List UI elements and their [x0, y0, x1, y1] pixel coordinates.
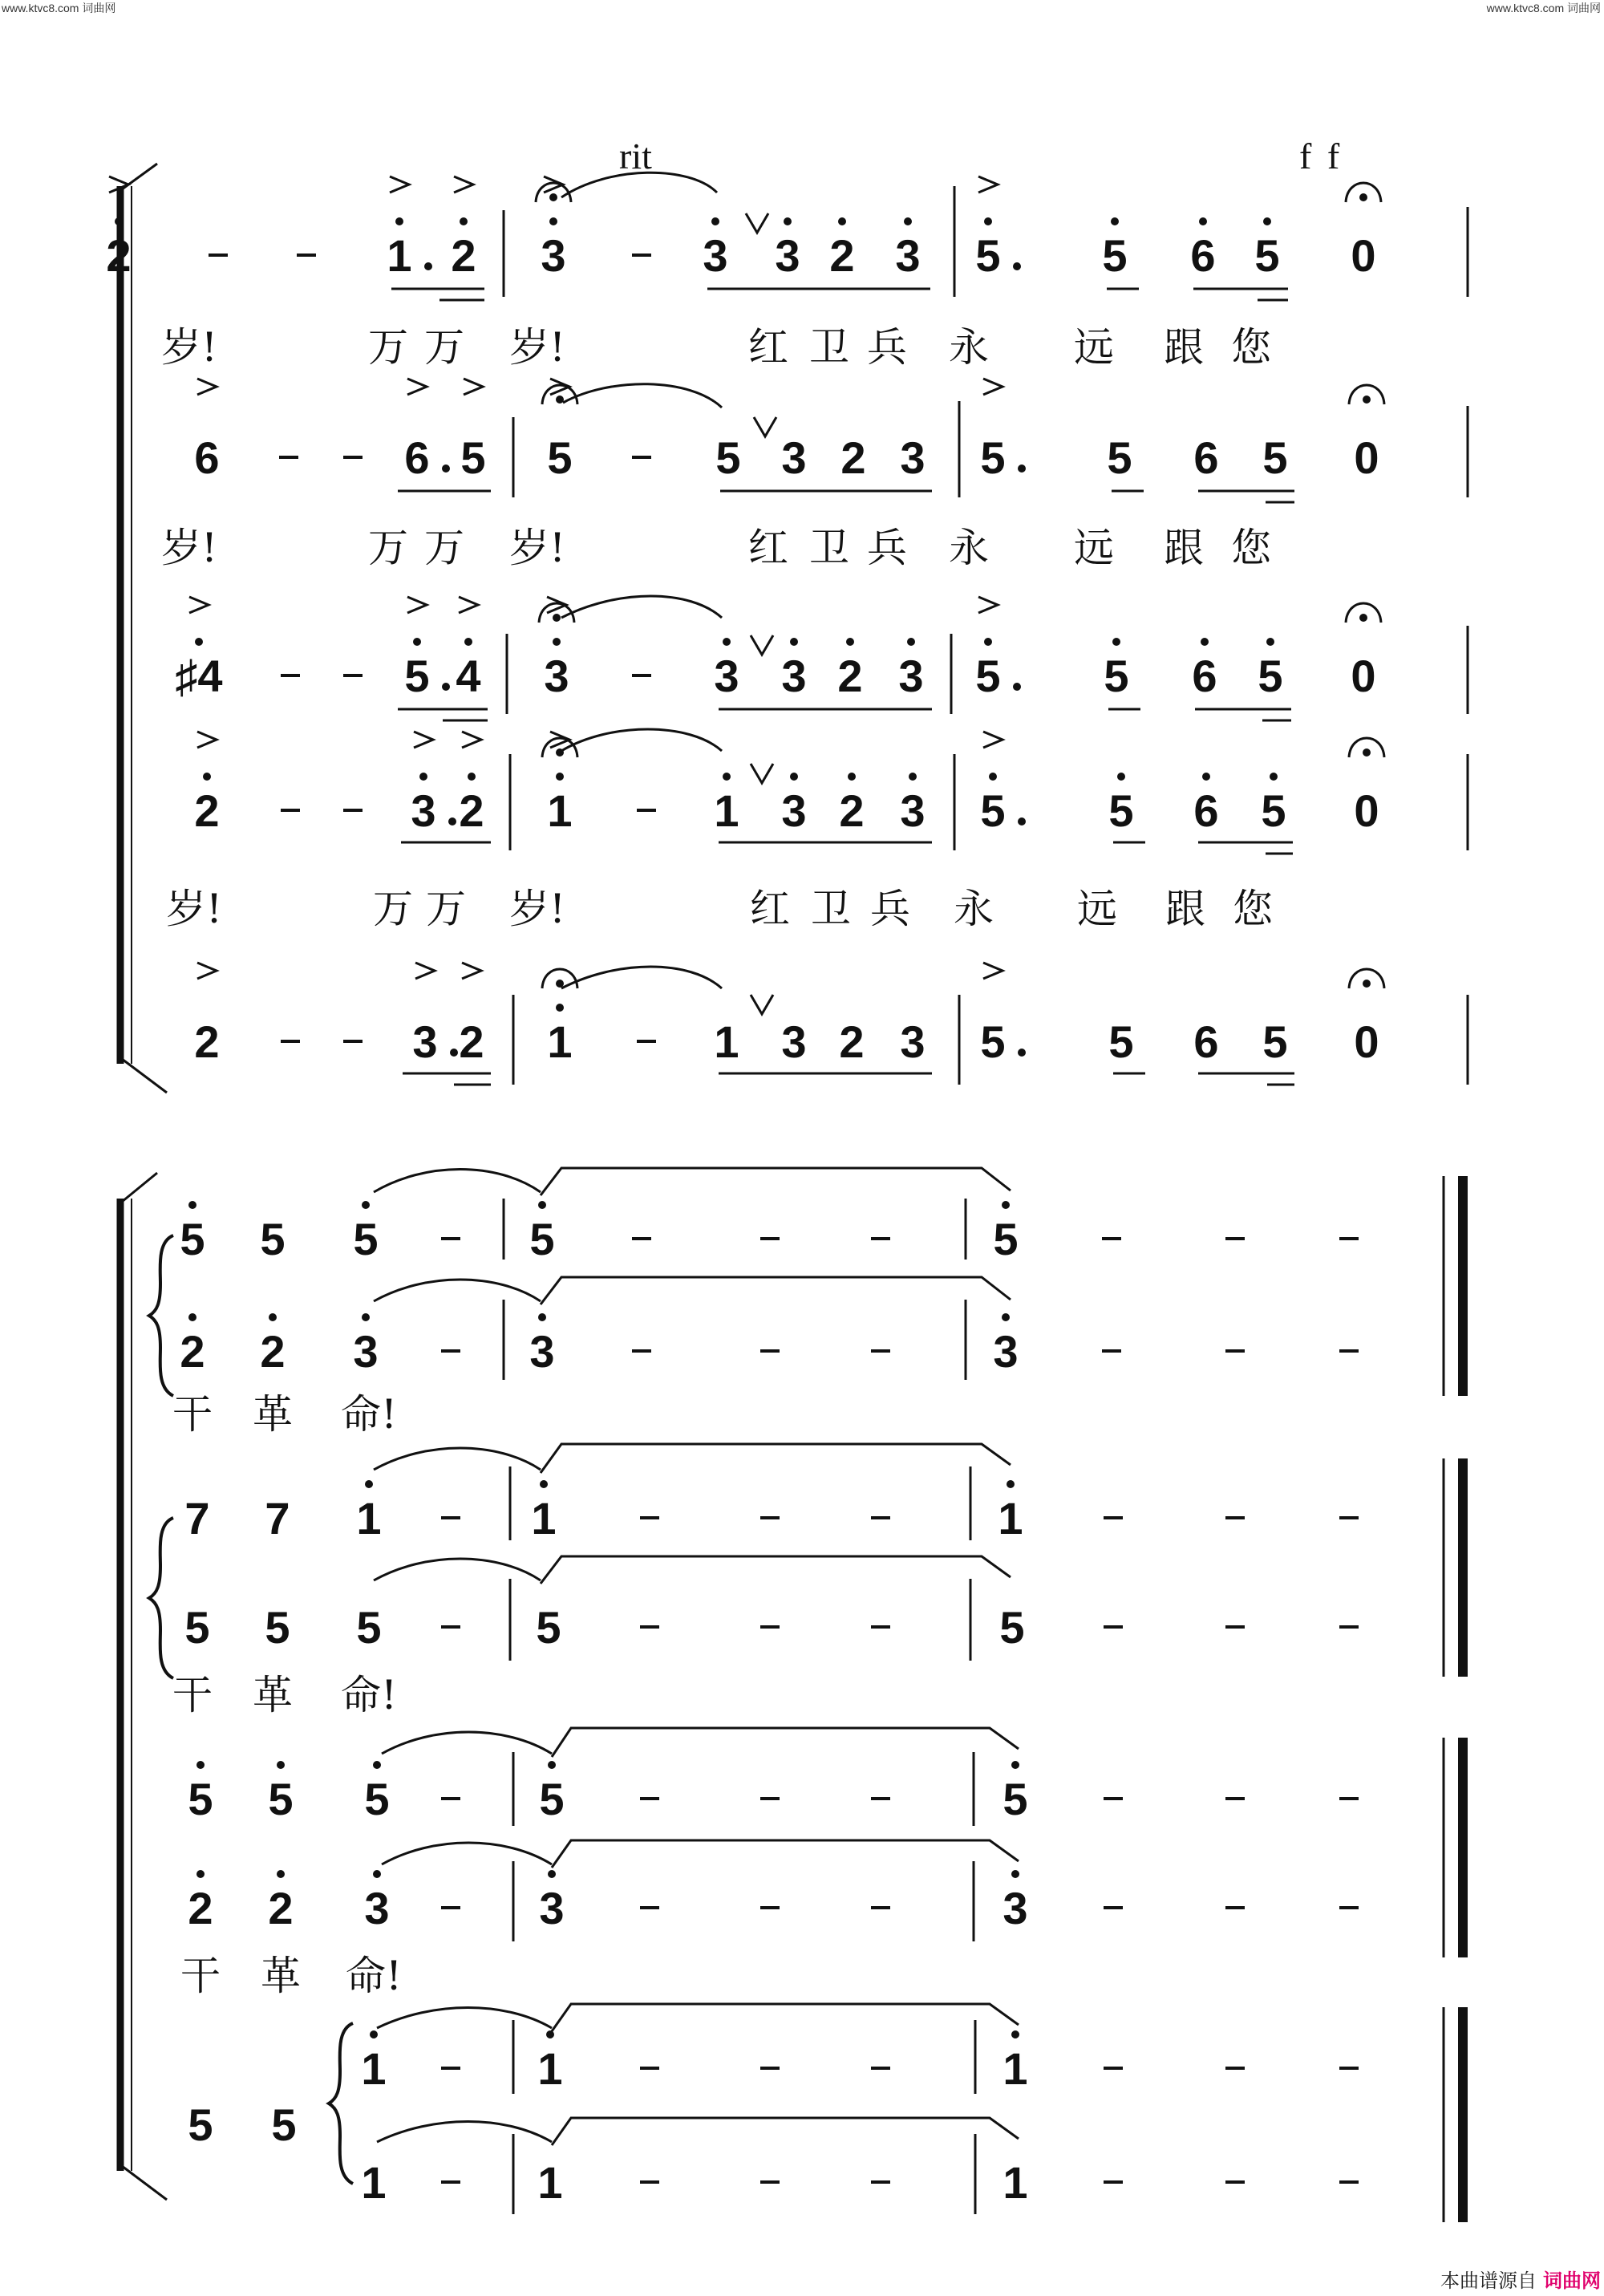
final-barlines — [1444, 1176, 1463, 2222]
system1-staff1-note-13-octave-dot — [1111, 217, 1119, 225]
system1-staff4-note-12: 5 — [980, 785, 1006, 836]
system1-line3-lyric-8: 永 — [954, 886, 994, 932]
system2-staff1-note-2: 5 — [260, 1214, 286, 1264]
system1-staff2-note-11: 3 — [900, 432, 926, 483]
system1-staff4-note-6: 1 — [547, 785, 573, 836]
system1-staff2-note-1: 6 — [194, 432, 220, 483]
system1-staff3-note-10: 2 — [837, 651, 863, 701]
system2-bracket-hook-bottom — [122, 2166, 167, 2200]
system2-staff4-note-9: 5 — [999, 1602, 1025, 1653]
system2-staff5-note-3-octave-dot — [373, 1761, 381, 1769]
system2-staff1-note-1: 5 — [180, 1214, 205, 1264]
system1-staff1-note-15-octave-dot — [1263, 217, 1271, 225]
system1-staff3-note-4: 5 — [404, 651, 430, 701]
system1-staff3-note-11: 3 — [898, 651, 924, 701]
system2-staff2-note-9: 3 — [993, 1326, 1019, 1377]
system1-barlines — [504, 186, 1468, 1085]
system2-line2-lyric-1: 干 — [172, 1672, 213, 1718]
system2-staff7-note-3-octave-dot — [546, 2030, 554, 2038]
system1-staff3-note-12-duration-dot — [1013, 683, 1021, 691]
system1-staff5-note-6-octave-dot — [556, 1004, 564, 1012]
system1-staff1-note-12-octave-dot — [984, 217, 992, 225]
system2-staff3-note-5-octave-dot — [540, 1480, 548, 1488]
system1-staff4-note-4-accent — [414, 732, 433, 748]
system1-staff3-note-5: 4 — [456, 651, 481, 701]
system2-barlines — [504, 1199, 975, 2214]
system1-staff5-note-8: 1 — [714, 1016, 739, 1067]
system1-staff5-note-15: 5 — [1262, 1016, 1288, 1067]
system1-staff2-note-10: 2 — [840, 432, 866, 483]
system1-staff3-note-6-octave-dot — [553, 638, 561, 646]
system1-staff4-note-10: 2 — [839, 785, 865, 836]
system1-staff3-note-16: 0 — [1351, 651, 1376, 701]
system2-line2-lyric-3: 命! — [340, 1672, 398, 1718]
system1-staff3-note-14: 6 — [1192, 651, 1217, 701]
system1-staff3-note-6-fermata-dot — [553, 614, 561, 622]
system2-staff6-note-2: 2 — [268, 1883, 294, 1933]
system2-staff6-note-5: 3 — [539, 1883, 565, 1933]
system2-staff8-note-2: 5 — [271, 2099, 297, 2150]
system1-line3-lyric-2: 万 — [373, 886, 413, 932]
system1-staff5-note-5: 2 — [459, 1016, 484, 1067]
system1-staff3-note-1-octave-dot — [195, 638, 203, 646]
system2-staff4-note-1: 5 — [184, 1602, 210, 1653]
system1-staff3-note-11-octave-dot — [907, 638, 915, 646]
brace-1 — [149, 1235, 173, 1396]
system2-staff1-note-9: 5 — [993, 1214, 1019, 1264]
system1-staff5-note-6: 1 — [547, 1016, 573, 1067]
system1-staff4-note-5: 2 — [459, 785, 484, 836]
system1-staff4-note-12-accent — [983, 732, 1003, 748]
system2-staff2-note-1: 2 — [180, 1326, 205, 1377]
system1-staff1-note-8-octave-dot — [711, 217, 719, 225]
system1-staff3-note-1: ♯4 — [175, 651, 223, 701]
system1-staff5-note-10: 2 — [839, 1016, 865, 1067]
system1-staff3-note-15: 5 — [1258, 651, 1283, 701]
system2-staff4-note-2: 5 — [265, 1602, 290, 1653]
system1-staff2-note-13: 5 — [1107, 432, 1132, 483]
system1-staff1-note-4: 1 — [387, 230, 412, 281]
system1-line1-lyric-2: 万 — [368, 324, 408, 371]
system1-staff4-note-14: 6 — [1193, 785, 1219, 836]
system1-staff2-note-4-duration-dot — [442, 464, 450, 473]
system1-staff4-note-6-octave-dot — [556, 773, 564, 781]
system2-staff2-note-9-octave-dot — [1002, 1313, 1010, 1321]
system2-staff5-note-9: 5 — [1003, 1774, 1028, 1824]
system2-staff8-note-1: 5 — [188, 2099, 213, 2150]
system1-line3-lyric-7: 兵 — [870, 886, 910, 932]
system1-staff2-note-14: 6 — [1193, 432, 1219, 483]
system1-staff1-note-5: 2 — [451, 230, 476, 281]
system1-staff2-note-12-duration-dot — [1018, 464, 1026, 473]
rit-marking: rit — [619, 136, 652, 176]
system1-line1-lyric-7: 兵 — [867, 324, 907, 371]
system2-staff5-note-3: 5 — [364, 1774, 390, 1824]
system1-staff3-note-12: 5 — [975, 651, 1001, 701]
system1-staff4-note-15-octave-dot — [1270, 773, 1278, 781]
lyrics-layer — [161, 324, 1274, 1999]
system1-staff4-note-8: 1 — [714, 785, 739, 836]
system2-staff2-note-3-octave-dot — [362, 1313, 370, 1321]
brace-3 — [329, 2023, 353, 2184]
system1-staff5-note-9: 3 — [781, 1016, 807, 1067]
system1-staff1-note-5-accent — [454, 176, 473, 193]
system1-staff3-note-10-octave-dot — [846, 638, 854, 646]
system1-staff5-note-1: 2 — [194, 1016, 220, 1067]
system1-staff4-note-11-octave-dot — [909, 773, 917, 781]
system1-staff4-note-5-octave-dot — [468, 773, 476, 781]
system1-staff4-note-11: 3 — [900, 785, 926, 836]
system2-line2-lyric-2: 革 — [253, 1672, 293, 1718]
system2-line1-lyric-2: 革 — [253, 1391, 293, 1438]
system2-staff7-note-7: 1 — [1003, 2043, 1028, 2094]
system1-staff1-note-16: 0 — [1351, 230, 1376, 281]
header-watermark-right: www.ktvc8.com 词曲网 — [1486, 2, 1601, 14]
system2-staff6-note-3-octave-dot — [373, 1870, 381, 1878]
system1-staff2-note-6: 5 — [547, 432, 573, 483]
system1-staff4-note-4-octave-dot — [419, 773, 427, 781]
system1-line1-lyric-3: 万 — [424, 324, 464, 371]
system1-staff4-note-4-duration-dot — [448, 817, 456, 826]
system1-line3-lyric-4: 岁! — [508, 886, 566, 932]
system2-staff7-note-3: 1 — [537, 2043, 563, 2094]
footer-source-label: 本曲谱源自 — [1440, 2270, 1537, 2292]
system1-staff1-note-6: 3 — [541, 230, 566, 281]
system1-staff1-note-12-accent — [978, 176, 998, 193]
system1-staff4-note-13: 5 — [1108, 785, 1134, 836]
system1-staff2-note-9: 3 — [781, 432, 807, 483]
system1-staff1-note-4-octave-dot — [395, 217, 403, 225]
system2-staff1-note-9-octave-dot — [1002, 1201, 1010, 1209]
system1-staff5-note-12-duration-dot — [1018, 1049, 1026, 1057]
system1-staff5-note-14: 6 — [1193, 1016, 1219, 1067]
system1-staff3-note-5-accent — [459, 597, 478, 613]
system2-staff3-note-2: 7 — [265, 1493, 290, 1544]
system1-staff5-note-1-accent — [197, 963, 217, 979]
system1-staff1-note-1: 2 — [106, 230, 132, 281]
system1-staff4-note-12-octave-dot — [989, 773, 997, 781]
system2-staff2-note-2-octave-dot — [269, 1313, 277, 1321]
system2-staff9-note-1: 1 — [361, 2157, 387, 2208]
system2-staff2-note-5-octave-dot — [538, 1313, 546, 1321]
system1-line2-lyric-7: 兵 — [867, 525, 907, 571]
system1-staff1-note-12-duration-dot — [1013, 262, 1021, 270]
system1-staff4-note-12-duration-dot — [1018, 817, 1026, 826]
system2-staff7-note-1: 1 — [361, 2043, 387, 2094]
system2-staff5-note-2-octave-dot — [277, 1761, 285, 1769]
system1-staff2-note-5-accent — [464, 379, 483, 395]
system2-staff6-note-2-octave-dot — [277, 1870, 285, 1878]
system1-staff2-note-4: 6 — [404, 432, 430, 483]
system1-staff1-note-14: 6 — [1190, 230, 1216, 281]
system1-staff1-note-15: 5 — [1254, 230, 1280, 281]
system1-staff1-note-9-octave-dot — [784, 217, 792, 225]
system1-staff3-note-9: 3 — [781, 651, 807, 701]
system1-line2-lyric-10: 跟 — [1164, 525, 1204, 571]
system1-staff5-note-12-accent — [983, 963, 1003, 979]
system1-staff1-note-12: 5 — [975, 230, 1001, 281]
system2-bracket-hook-top — [122, 1173, 157, 1202]
system1-staff4-note-1: 2 — [194, 785, 220, 836]
system1-staff1-note-11: 3 — [895, 230, 921, 281]
system2-staff9-note-3: 1 — [537, 2157, 563, 2208]
system2-staff2-note-2: 2 — [260, 1326, 286, 1377]
footer-source — [1440, 2265, 1601, 2293]
system1-staff2-note-4-accent — [407, 379, 427, 395]
system1-staff1-note-13: 5 — [1102, 230, 1128, 281]
system1-line2-lyric-4: 岁! — [508, 525, 566, 571]
system1-line2-lyric-5: 红 — [748, 525, 788, 571]
system1-staff2-note-8: 5 — [715, 432, 741, 483]
system2-staff4-note-3: 5 — [356, 1602, 382, 1653]
system1-staff5-note-16-fermata-dot — [1363, 980, 1371, 988]
system1-staff2-note-5: 5 — [460, 432, 486, 483]
system1-line2-lyric-1: 岁! — [160, 525, 218, 571]
system2-staff5-note-2: 5 — [268, 1774, 294, 1824]
system1-staff4-note-10-octave-dot — [848, 773, 856, 781]
system2-line1-lyric-3: 命! — [340, 1391, 398, 1438]
system1-line1-lyric-4: 岁! — [508, 324, 566, 371]
system1-staff3-note-12-octave-dot — [984, 638, 992, 646]
system1-staff3-note-4-octave-dot — [413, 638, 421, 646]
system1-staff5-note-4: 3 — [412, 1016, 438, 1067]
system1-staff1-note-5-octave-dot — [460, 217, 468, 225]
system1-line1-lyric-9: 远 — [1074, 324, 1114, 371]
system1-staff2-note-12-accent — [983, 379, 1003, 395]
system1-staff2-note-15: 5 — [1262, 432, 1288, 483]
system1-staff3-note-8: 3 — [714, 651, 739, 701]
system2-line1-lyric-1: 干 — [172, 1391, 213, 1438]
system1-staff2-note-12: 5 — [980, 432, 1006, 483]
system1-line1-lyric-8: 永 — [949, 324, 989, 371]
system1-staff1-note-10-octave-dot — [838, 217, 846, 225]
system1-line1-lyric-6: 卫 — [809, 324, 849, 371]
system1-staff4-note-9-octave-dot — [790, 773, 798, 781]
system1-staff3-note-15-octave-dot — [1266, 638, 1274, 646]
dynamic-marking: f f — [1299, 136, 1343, 176]
system1-line2-lyric-11: 您 — [1231, 525, 1271, 571]
system2-staff7-note-1-octave-dot — [370, 2030, 378, 2038]
system1-staff1-note-14-octave-dot — [1199, 217, 1207, 225]
system1-line2-lyric-6: 卫 — [809, 525, 849, 571]
system2-staff5-note-5: 5 — [539, 1774, 565, 1824]
system1-staff5-note-13: 5 — [1108, 1016, 1134, 1067]
system1-staff5-note-6-fermata-dot — [556, 980, 564, 988]
footer-site-link[interactable]: 词曲网 — [1543, 2270, 1601, 2292]
system1-staff3-note-4-accent — [407, 597, 427, 613]
system1-staff2-note-16-fermata-dot — [1363, 396, 1371, 404]
system1-bracket-hook-bottom — [122, 1059, 167, 1093]
system1-staff4-note-8-octave-dot — [723, 773, 731, 781]
system1-line3-lyric-6: 卫 — [811, 886, 851, 932]
system1-line1-lyric-5: 红 — [748, 324, 788, 371]
system1-staff1-note-11-octave-dot — [904, 217, 912, 225]
system2-staff3-note-5: 1 — [531, 1493, 557, 1544]
system2-staff5-note-5-octave-dot — [548, 1761, 556, 1769]
system1-staff3-note-8-octave-dot — [723, 638, 731, 646]
system1-staff4-note-13-octave-dot — [1117, 773, 1125, 781]
system1-line3-lyric-5: 红 — [750, 886, 790, 932]
system1-line1-lyric-1: 岁! — [160, 324, 218, 371]
system1-staff4-note-4: 3 — [411, 785, 436, 836]
system1-staff1-note-4-accent — [390, 176, 409, 193]
system1-staff5-note-5-accent — [462, 963, 481, 979]
system1-staff1-note-9: 3 — [775, 230, 800, 281]
system2-staff4-note-5: 5 — [536, 1602, 561, 1653]
system2-staff6-note-1-octave-dot — [196, 1870, 205, 1878]
notes-layer — [106, 176, 1384, 2208]
system1-staff1-note-8: 3 — [703, 230, 728, 281]
system2-staff7-note-7-octave-dot — [1011, 2030, 1019, 2038]
system1-staff1-note-1-octave-dot — [115, 217, 123, 225]
system1-staff2-note-6-fermata-dot — [556, 396, 564, 404]
system2-staff6-note-5-octave-dot — [548, 1870, 556, 1878]
system1-staff4-note-16-fermata-dot — [1363, 748, 1371, 757]
system2-staff3-note-3-octave-dot — [365, 1480, 373, 1488]
system2-line3-lyric-3: 命! — [345, 1953, 403, 1999]
system1-staff4-note-15: 5 — [1261, 785, 1286, 836]
system1-staff1-note-10: 2 — [829, 230, 855, 281]
system1-line2-lyric-3: 万 — [424, 525, 464, 571]
system1-staff4-note-16: 0 — [1354, 785, 1379, 836]
system2-staff2-note-5: 3 — [529, 1326, 555, 1377]
system1-line3-lyric-3: 万 — [426, 886, 466, 932]
system2-staff3-note-9-octave-dot — [1007, 1480, 1015, 1488]
system1-line3-lyric-1: 岁! — [165, 886, 223, 932]
system1-line2-lyric-9: 远 — [1074, 525, 1114, 571]
system2-staff3-note-1: 7 — [184, 1493, 210, 1544]
system1-staff1-note-4-duration-dot — [424, 262, 432, 270]
brace-2 — [149, 1518, 173, 1678]
header-watermark-left: www.ktvc8.com 词曲网 — [2, 2, 116, 14]
system2-staff1-note-3-octave-dot — [362, 1201, 370, 1209]
system1-staff5-note-4-duration-dot — [450, 1049, 458, 1057]
system1-staff4-note-6-fermata-dot — [556, 748, 564, 757]
system2-staff9-note-7: 1 — [1003, 2157, 1028, 2208]
system1-staff3-note-4-duration-dot — [442, 683, 450, 691]
system1-staff3-note-12-accent — [978, 597, 998, 613]
system1-staff1-note-16-fermata-dot — [1359, 193, 1367, 201]
system2-staff6-note-9-octave-dot — [1011, 1870, 1019, 1878]
system2-line3-lyric-2: 革 — [261, 1953, 301, 1999]
system1-staff3-note-14-octave-dot — [1201, 638, 1209, 646]
system2-staff2-note-3: 3 — [353, 1326, 379, 1377]
system1-staff1-note-6-fermata-dot — [549, 193, 557, 201]
system2-staff6-note-9: 3 — [1003, 1883, 1028, 1933]
system2-staff1-note-5: 5 — [529, 1214, 555, 1264]
system1-staff4-note-1-octave-dot — [203, 773, 211, 781]
system1-staff3-note-6: 3 — [544, 651, 569, 701]
system2-staff5-note-9-octave-dot — [1011, 1761, 1019, 1769]
system2-staff1-note-3: 5 — [353, 1214, 379, 1264]
system1-staff2-note-1-accent — [197, 379, 217, 395]
system1-staff3-note-13: 5 — [1104, 651, 1129, 701]
system1-staff4-note-9: 3 — [781, 785, 807, 836]
system2-staff3-note-3: 1 — [356, 1493, 382, 1544]
system1-line1-lyric-11: 您 — [1231, 324, 1271, 371]
system1-staff4-note-5-accent — [462, 732, 481, 748]
system2-staff6-note-1: 2 — [188, 1883, 213, 1933]
system1-line3-lyric-11: 您 — [1233, 886, 1273, 932]
system2-staff2-note-1-octave-dot — [188, 1313, 196, 1321]
system1-line1-lyric-10: 跟 — [1164, 324, 1204, 371]
system1-staff3-note-9-octave-dot — [790, 638, 798, 646]
system1-staff3-note-13-octave-dot — [1112, 638, 1120, 646]
system1-staff4-note-14-octave-dot — [1202, 773, 1210, 781]
system1-staff3-note-5-octave-dot — [464, 638, 472, 646]
system1-line3-lyric-10: 跟 — [1165, 886, 1205, 932]
system1-staff5-note-4-accent — [415, 963, 435, 979]
system2-staff5-note-1: 5 — [188, 1774, 213, 1824]
system1-staff5-note-12: 5 — [980, 1016, 1006, 1067]
system1-line3-lyric-9: 远 — [1077, 886, 1117, 932]
system2-staff5-note-1-octave-dot — [196, 1761, 205, 1769]
system2-staff3-note-9: 1 — [998, 1493, 1023, 1544]
system1-line2-lyric-2: 万 — [368, 525, 408, 571]
system1-staff3-note-1-accent — [189, 597, 209, 613]
system2-staff1-note-5-octave-dot — [538, 1201, 546, 1209]
system2-staff1-note-1-octave-dot — [188, 1201, 196, 1209]
system2-line3-lyric-1: 干 — [180, 1953, 221, 1999]
system1-staff4-note-1-accent — [197, 732, 217, 748]
system1-line2-lyric-8: 永 — [949, 525, 989, 571]
system1-staff1-note-6-octave-dot — [549, 217, 557, 225]
system1-staff5-note-16: 0 — [1354, 1016, 1379, 1067]
system1-staff2-note-16: 0 — [1354, 432, 1379, 483]
system2-staff6-note-3: 3 — [364, 1883, 390, 1933]
system1-staff5-note-11: 3 — [900, 1016, 926, 1067]
system1-staff3-note-16-fermata-dot — [1359, 614, 1367, 622]
